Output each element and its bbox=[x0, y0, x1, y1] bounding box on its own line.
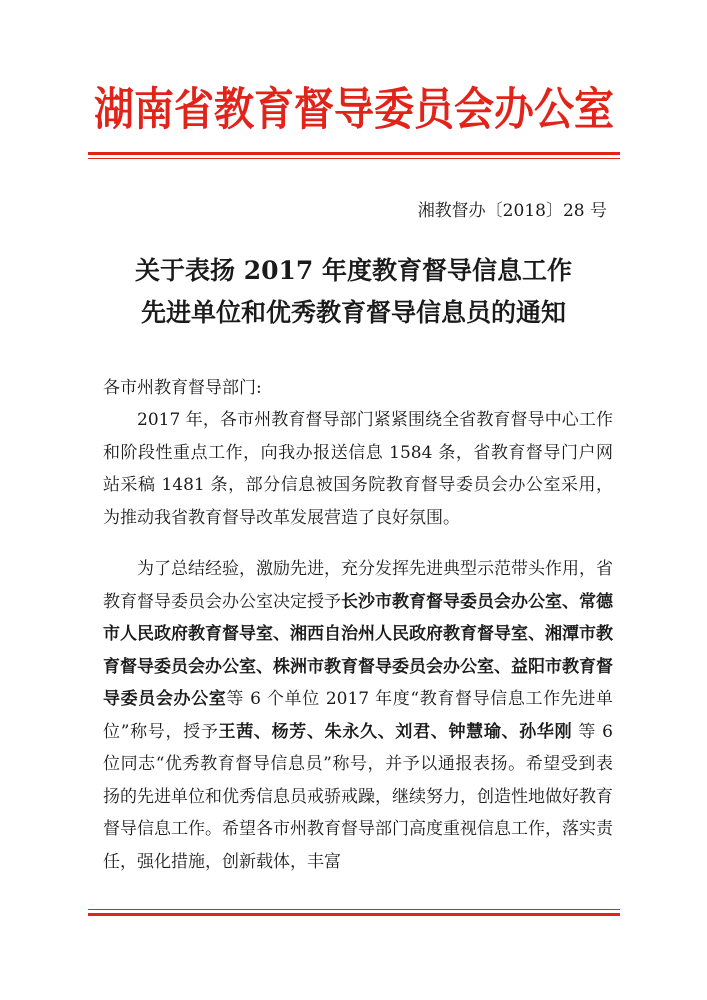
footer-red-rule-thin bbox=[88, 909, 620, 910]
masthead-title: 湖南省教育督导委员会办公室 bbox=[94, 83, 614, 136]
paragraph-1-text: 2017 年，各市州教育督导部门紧紧围绕全省教育督导中心工作和阶段性重点工作，向我办报送信息 1584 条，省教育督导门户网站采稿 1481 条，部分信息被国务院教育督导委员会办公室采用，为推动我省教育督导改革发展营造了良好氛围。 bbox=[103, 410, 613, 528]
document-title bbox=[0, 250, 707, 334]
paragraph-1 bbox=[103, 404, 613, 534]
paragraph-2 bbox=[103, 553, 613, 878]
awarded-units: 长沙市教育督导委员会办公室、常德市人民政府教育督导室、湘西自治州人民政府教育督导室、湘潭市教育督导委员会办公室、株洲市教育督导委员会办公室、益阳市教育督导委员会办公室 bbox=[103, 591, 613, 709]
paragraph-2-intro: 为了总结经验，激励先进，充分发挥先进典型示范带头作用，省教育督导委员会办公室决定授予 bbox=[103, 559, 613, 612]
salutation: 各市州教育督导部门: bbox=[103, 378, 262, 398]
awarded-people: 王茜、杨芳、朱永久、刘君、钟慧瑜、孙华刚 bbox=[218, 721, 573, 742]
document-number: 湘教督办〔2018〕28 号 bbox=[417, 201, 607, 221]
masthead-red-rule-thick bbox=[88, 152, 620, 155]
footer-red-rule-thick bbox=[88, 913, 620, 916]
paragraph-2-end: 等 6 位同志“优秀教育督导信息员”称号，并予以通报表扬。希望受到表扬的先进单位和优秀信息员戒骄戒躁，继续努力，创造性地做好教育督导信息工作。希望各市州教育督导部门高度重视信息工作，落实责任，强化措施，创新载体，丰富 bbox=[103, 721, 613, 872]
masthead-red-rule-thin bbox=[88, 158, 620, 159]
title-line-2: 先进单位和优秀教育督导信息员的通知 bbox=[140, 298, 566, 327]
paragraph-2-text bbox=[103, 553, 613, 878]
paragraph-2-middle: 等 6 个单位 2017 年度“教育督导信息工作先进单位”称号，授予 bbox=[103, 689, 613, 742]
title-line-1: 关于表扬 2017 年度教育督导信息工作 bbox=[135, 256, 572, 285]
